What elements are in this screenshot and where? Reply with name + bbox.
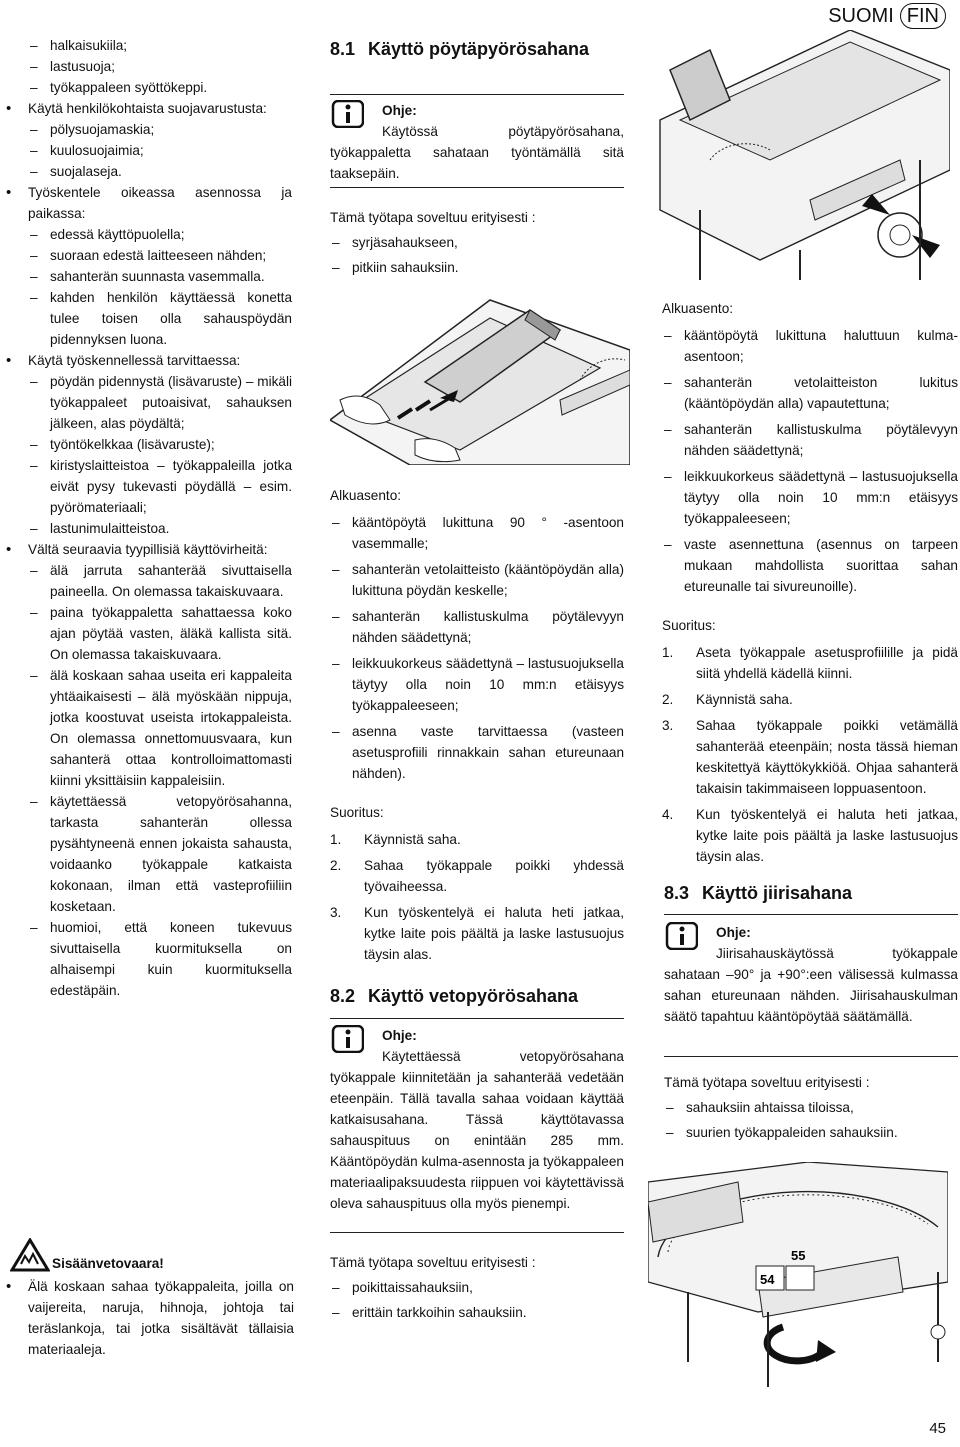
top-dash-list — [28, 35, 292, 98]
language-header — [828, 3, 946, 29]
warning-icon — [10, 1238, 50, 1272]
sub-list — [28, 224, 292, 350]
section-8-1-heading — [330, 38, 620, 60]
list-item: – sahanterän suunnasta vasemmalla. — [28, 266, 292, 287]
suits-list — [664, 1097, 958, 1143]
start-list — [662, 325, 958, 597]
step-text: Sahaa työkappale poikki yhdessä työvaiheessa. — [364, 858, 624, 894]
step-text: Käynnistä saha. — [696, 692, 793, 707]
section-number: 8.1 — [330, 39, 356, 59]
list-item: – halkaisukiila; — [28, 35, 292, 56]
pull-saw-illustration — [650, 30, 950, 280]
list-item: 4. Kun työskentelyä ei haluta heti jatkaa, kytke laite pois päältä ja laske lastusuojus täysin alas. — [662, 807, 958, 864]
suits-8-3 — [664, 1072, 958, 1143]
suits-list — [330, 1277, 624, 1323]
step-text: Käynnistä saha. — [364, 832, 461, 847]
step-text: Sahaa työkappale poikki vetämällä sahanterää eteenpäin; nosta tässä hieman keskitettyä käyttökykkiöä. Ohjaa sahanterä takaisin takimmaiseen loppuasentoon. — [696, 718, 958, 796]
list-item: – pölysuojamaskia; — [28, 119, 292, 140]
table-saw-illustration — [330, 290, 630, 465]
section-title: Käyttö jiirisahana — [702, 883, 853, 903]
list-item: 3. Sahaa työkappale poikki vetämällä sahanterää eteenpäin; nosta tässä hieman keskitettyä käyttökykkiöä. Ohjaa sahanterä takaisin takimmaiseen loppuasentoon. — [662, 718, 958, 796]
danger-title: Sisäänvetovaara! — [52, 1256, 164, 1271]
left-column — [28, 35, 292, 1001]
section-title: Käyttö pöytäpyörösahana — [368, 39, 590, 59]
label-55: 55 — [791, 1248, 806, 1263]
bullet-item-ppe — [4, 98, 292, 182]
start-label: Alkuasento: — [662, 301, 734, 316]
divider — [330, 1232, 624, 1233]
sub-list — [28, 371, 292, 539]
list-item: – sahanterän kallistuskulma pöytälevyyn nähden säädettynä; — [662, 419, 958, 461]
note-8-2 — [330, 1025, 624, 1214]
divider — [330, 94, 624, 95]
bullet-text: Vältä seuraavia tyypillisiä käyttövirheitä: — [28, 542, 268, 557]
suits-label: Tämä työtapa soveltuu erityisesti : — [664, 1075, 870, 1090]
bullet-text: Käytä henkilökohtaista suojavarustusta: — [28, 101, 267, 116]
exec-list — [330, 829, 624, 965]
divider — [664, 914, 958, 915]
section-number: 8.2 — [330, 986, 356, 1006]
section-8-3-heading — [664, 882, 958, 904]
mitre-saw-illustration — [648, 1162, 948, 1392]
sub-list — [28, 560, 292, 1001]
suits-label: Tämä työtapa soveltuu erityisesti : — [330, 1255, 536, 1270]
list-item: – lastusuoja; — [28, 56, 292, 77]
language-code-badge: FIN — [900, 3, 946, 29]
step-text: Aseta työkappale asetusprofiilille ja pidä siitä yhdellä kädellä kiinni. — [696, 645, 958, 681]
start-label: Alkuasento: — [330, 488, 402, 503]
list-item: 3. Kun työskentelyä ei haluta heti jatkaa, kytke laite pois päältä ja laske lastusuojus täysin alas. — [330, 905, 624, 962]
list-item: – poikittaissahauksiin, — [330, 1277, 624, 1298]
list-item: – sahanterän kallistuskulma pöytälevyyn nähden säädettynä; — [330, 606, 624, 648]
suits-label: Tämä työtapa soveltuu erityisesti : — [330, 210, 536, 225]
note-8-3 — [664, 922, 958, 1027]
note-text: Jiirisahauskäytössä työkappale sahataan –90° ja +90°:een välisessä kulmassa sahan etureunaan nähden. Jiirisahauskulman säätö tapahtuu kääntöpöytää säätämällä. — [664, 946, 958, 1024]
suits-list — [330, 232, 624, 278]
start-list — [330, 512, 624, 784]
list-item: – huomioi, että koneen tukevuus sivuttaisella kuormituksella on alhaisempi kuin kuormituksella edestäpäin. — [28, 917, 292, 1001]
section-8-2-heading — [330, 985, 624, 1007]
note-label: Ohje: — [716, 925, 751, 940]
bullet-text: Työskentele oikeassa asennossa ja paikassa: — [28, 185, 292, 221]
language-label: SUOMI — [828, 5, 894, 27]
note-text: Käytettäessä vetopyörösahana työkappale kiinnitetään ja sahanterää vedetään eteenpäin. Tällä tavalla sahaa voidaan käyttää katkaisusahana. Tässä käyttötavassa sahauspituus on enintään 285 mm. Kääntöpöydän kulma-asennosta ja työkappaleen materiaalipaksuudesta riippuen voi käytettävissä oleva sahauspituus olla myös pienempi. — [330, 1049, 624, 1211]
list-item: – käytettäessä vetopyörösahanna, tarkasta sahanterän ollessa pysähtyneenä ennen jokaista sahausta, voidaanko työkappale katkaista kokonaan, ilman että vasteprofiiliin kosketaan. — [28, 791, 292, 917]
list-item: 1. Käynnistä saha. — [330, 832, 461, 847]
list-item: – kuulosuojaimia; — [28, 140, 292, 161]
start-8-2 — [662, 298, 958, 867]
section-title: Käyttö vetopyörösahana — [368, 986, 579, 1006]
list-item: – suoraan edestä laitteeseen nähden; — [28, 245, 292, 266]
bullet-text: Käytä työskennellessä tarvittaessa: — [28, 353, 241, 368]
list-item: – lastunimulaitteistoa. — [28, 518, 292, 539]
note-text: Käytössä pöytäpyörösahana, työkappaletta sahataan työntämällä sitä taaksepäin. — [330, 124, 624, 181]
bullet-item-position — [4, 182, 292, 350]
list-item: – suojalaseja. — [28, 161, 292, 182]
divider — [664, 1056, 958, 1057]
info-icon — [664, 922, 698, 950]
list-item: – syrjäsahaukseen, — [330, 232, 624, 253]
list-item: 2. Käynnistä saha. — [662, 692, 793, 707]
list-item: – leikkuukorkeus säädettynä – lastusuojuksella täytyy olla noin 10 mm:n etäisyys työkappaleeseen; — [662, 466, 958, 529]
info-icon — [330, 1025, 364, 1053]
list-item: – asenna vaste tarvittaessa (vasteen asetusprofiili rinnakkain sahan etureunaan nähden). — [330, 721, 624, 784]
list-item: – erittäin tarkkoihin sahauksiin. — [330, 1302, 624, 1323]
note-label: Ohje: — [382, 103, 417, 118]
list-item: – leikkuukorkeus säädettynä – lastusuojuksella täytyy olla noin 10 mm:n etäisyys työkappaleeseen; — [330, 653, 624, 716]
list-item: – paina työkappaletta sahattaessa koko ajan pöytää vasten, äläkä kallista sitä. On olemassa takaiskuvaara. — [28, 602, 292, 665]
sub-list — [28, 119, 292, 182]
page-number: 45 — [929, 1420, 946, 1437]
section-number: 8.3 — [664, 883, 690, 903]
list-item: – sahanterän vetolaitteisto (kääntöpöydän alla) lukittuna pöydän keskelle; — [330, 559, 624, 601]
list-item: – työkappaleen syöttökeppi. — [28, 77, 292, 98]
danger-list — [4, 1276, 294, 1360]
suits-8-1 — [330, 207, 624, 278]
info-icon — [330, 100, 364, 128]
list-item: – sahanterän vetolaitteiston lukitus (kääntöpöydän alla) vapautettuna; — [662, 372, 958, 414]
suits-8-2 — [330, 1252, 624, 1323]
list-item: – edessä käyttöpuolella; — [28, 224, 292, 245]
bullet-item-errors — [4, 539, 292, 1001]
exec-list — [662, 642, 958, 867]
exec-label: Suoritus: — [662, 618, 716, 633]
list-item: – kääntöpöytä lukittuna haluttuun kulma-asentoon; — [662, 325, 958, 367]
list-item: – kahden henkilön käyttäessä konetta tulee toisen olla sahauspöydän pidennyksen luona. — [28, 287, 292, 350]
label-54: 54 — [760, 1272, 775, 1287]
list-item: – suurien työkappaleiden sahauksiin. — [664, 1122, 958, 1143]
list-item: – pitkiin sahauksiin. — [330, 257, 624, 278]
divider — [330, 1018, 624, 1019]
bullet-item-accessories — [4, 350, 292, 539]
list-item: – älä koskaan sahaa useita eri kappaleita yhtäaikaisesti – älä myöskään nippuja, jotka koostuvat useista irtokappaleista. On olemassa onnettomuusvaara, kun sahanterä ottaa kontrolloimattomasti kiinni yksittäisiin kappaleisiin. — [28, 665, 292, 791]
list-item: – älä jarruta sahanterää sivuttaisella paineella. On olemassa takaiskuvaara. — [28, 560, 292, 602]
list-item: – kääntöpöytä lukittuna 90 ° -asentoon vasemmalle; — [330, 512, 624, 554]
list-item: – kiristyslaitteistoa – työkappaleilla jotka eivät pysy tukevasti pöydällä – esim. pyörömateriaali; — [28, 455, 292, 518]
list-item: – sahauksiin ahtaissa tiloissa, — [664, 1097, 958, 1118]
start-8-1 — [330, 485, 624, 965]
divider — [330, 187, 624, 188]
step-text: Kun työskentelyä ei haluta heti jatkaa, kytke laite pois päältä ja laske lastusuojus täysin alas. — [364, 905, 624, 962]
note-label: Ohje: — [382, 1028, 417, 1043]
list-item: – pöydän pidennystä (lisävaruste) – mikäli työkappaleet putoaisivat, sahauksen jälkeen, alas pöydältä; — [28, 371, 292, 434]
list-item: – työntökelkkaa (lisävaruste); — [28, 434, 292, 455]
list-item: 2. Sahaa työkappale poikki yhdessä työvaiheessa. — [330, 858, 624, 894]
bullet-list — [4, 98, 292, 1001]
list-item: – vaste asennettuna (asennus on tarpeen mukaan mahdollista suorittaa sahan etureunalle tai sivureunoille). — [662, 534, 958, 597]
note-8-1 — [330, 100, 624, 184]
list-item: 1. Aseta työkappale asetusprofiilille ja pidä siitä yhdellä kädellä kiinni. — [662, 645, 958, 681]
step-text: Kun työskentelyä ei haluta heti jatkaa, kytke laite pois päältä ja laske lastusuojus täysin alas. — [696, 807, 958, 864]
danger-text: • Älä koskaan sahaa työkappaleita, joilla on vaijereita, naruja, hihnoja, johtoja tai teräslankoja, tai jotka sisältävät tällaisia materiaaleja. — [4, 1276, 294, 1360]
exec-label: Suoritus: — [330, 805, 384, 820]
